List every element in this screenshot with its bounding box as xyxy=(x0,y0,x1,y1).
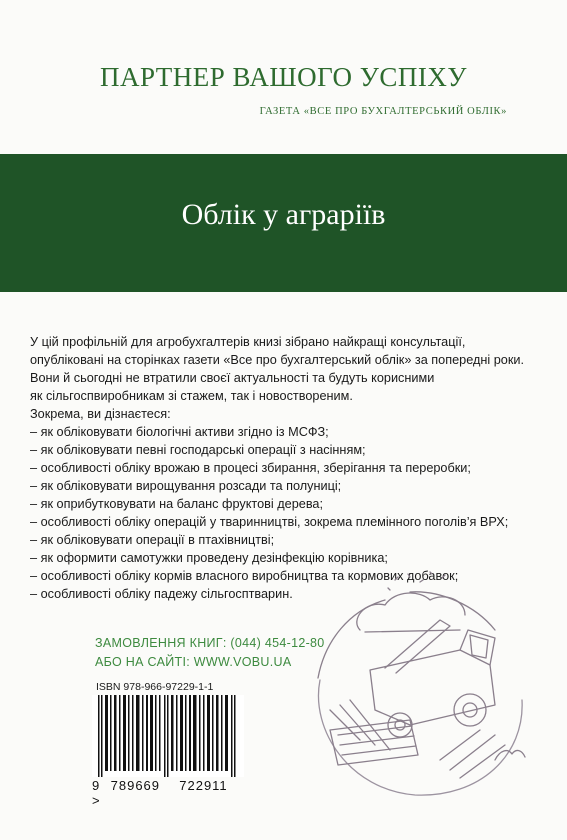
barcode xyxy=(92,695,244,777)
list-item: – як обліковувати певні господарські операції з насінням; xyxy=(30,443,366,457)
list-item: – особливості обліку врожаю в процесі збирання, зберігання та переробки; xyxy=(30,461,471,475)
intro-line: У цій профільній для агробухгалтерів книзі зібрано найкращі консультації, xyxy=(30,335,466,349)
barcode-digits xyxy=(92,778,252,808)
barcode-digit-group: 789669 xyxy=(110,778,161,793)
intro-line: Зокрема, ви дізнаєтеся: xyxy=(30,407,171,421)
list-item: – особливості обліку падежу сільгосптварин. xyxy=(30,587,293,601)
list-item: – як обліковувати операції в птахівництві; xyxy=(30,533,275,547)
combine-harvester-illustration xyxy=(290,560,540,810)
header-title: ПАРТНЕР ВАШОГО УСПІХУ xyxy=(99,62,468,92)
barcode-digit-group: 722911 xyxy=(179,778,228,793)
list-item: – особливості обліку операцій у тваринництві, зокрема племінного поголів’я ВРХ; xyxy=(30,515,509,529)
list-item: – як обліковувати вирощування розсади та полуниці; xyxy=(30,479,342,493)
list-item: – як оформити самотужки проведену дезінфекцію корівника; xyxy=(30,551,388,565)
list-item: – як обліковувати біологічні активи згідно із МСФЗ; xyxy=(30,425,329,439)
order-website[interactable]: АБО НА САЙТІ: WWW.VOBU.UA xyxy=(95,655,292,669)
intro-line: опубліковані на сторінках газети «Все про бухгалтерський облік» за попередні роки. xyxy=(30,353,525,367)
list-item: – як оприбутковувати на баланс фруктові дерева; xyxy=(30,497,323,511)
barcode-digit-group: > xyxy=(92,793,101,808)
list-item: – особливості обліку кормів власного виробництва та кормових добавок; xyxy=(30,569,459,583)
order-phone: ЗАМОВЛЕННЯ КНИГ: (044) 454-12-80 xyxy=(95,636,325,650)
book-title: Облік у аграріїв xyxy=(181,198,386,231)
isbn-label: ISBN 978-966-97229-1-1 xyxy=(96,681,214,693)
header-subtitle: ГАЗЕТА «ВСЕ ПРО БУХГАЛТЕРСЬКИЙ ОБЛІК» xyxy=(259,106,507,117)
barcode-digit-group: 9 xyxy=(92,778,101,793)
intro-line: як сільгоспвиробникам зі стажем, так і новоствореним. xyxy=(30,389,353,403)
intro-line: Вони й сьогодні не втратили своєї актуальності та будуть корисними xyxy=(30,371,435,385)
